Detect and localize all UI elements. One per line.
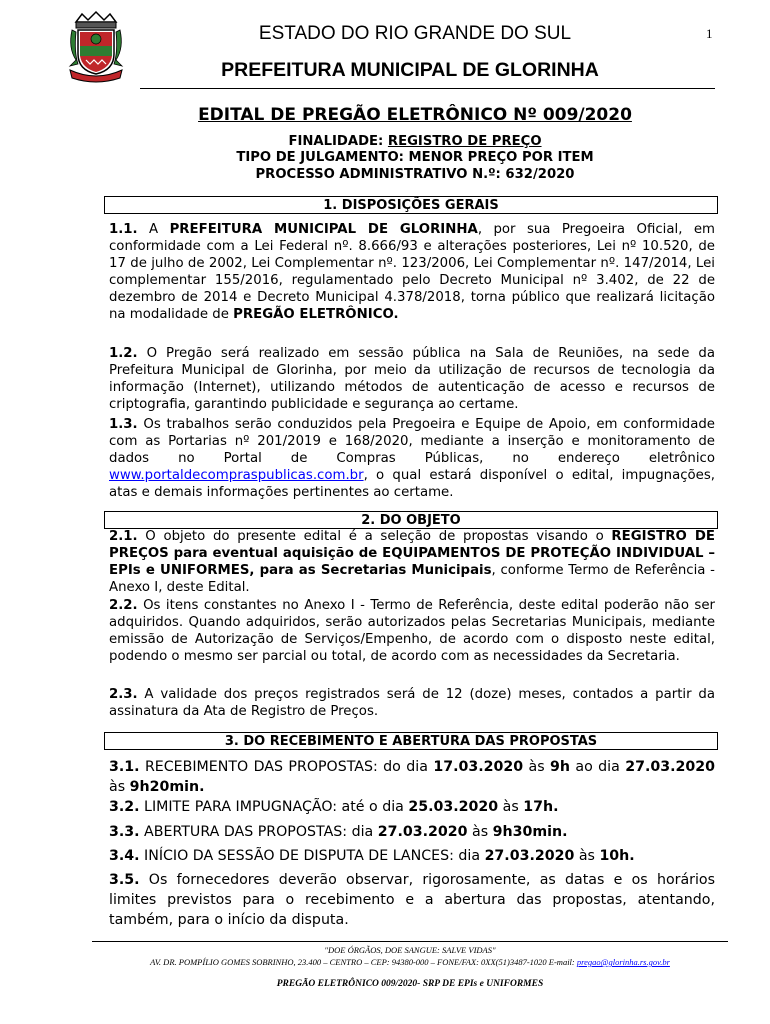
footer-email-link[interactable]: pregao@glorinha.rs.gov.br bbox=[576, 957, 670, 967]
header-divider bbox=[140, 88, 715, 89]
prefecture-name: PREFEITURA MUNICIPAL DE GLORINHA bbox=[221, 59, 599, 81]
state-name: ESTADO DO RIO GRANDE DO SUL bbox=[258, 23, 572, 44]
coat-of-arms-logo bbox=[66, 8, 126, 84]
page-number: 1 bbox=[706, 26, 713, 41]
portal-link[interactable]: www.portaldecompraspublicas.com.br bbox=[109, 468, 364, 484]
processo-administrativo: PROCESSO ADMINISTRATIVO N.º: 632/2020 bbox=[255, 167, 575, 182]
footer-address: AV. DR. POMPÍLIO GOMES SOBRINHO, 23.400 – CENTRO – CEP: 94380-000 – FONE/FAX: 0XX(51)3487-1020 E-mail: pregao@glorinha.rs.gov.br bbox=[150, 957, 670, 967]
paragraph-1-2: 1.2. O Pregão será realizado em sessão pública na Sala de Reuniões, na sede da Prefeitura Municipal de Glorinha, por meio da utilização de recursos de tecnologia da informação (Internet), utilizando métodos de autenticação de acesso e recursos de criptografia, garantindo publicidade e segurança ao certame. bbox=[109, 346, 715, 413]
paragraph-3-4: 3.4. INÍCIO DA SESSÃO DE DISPUTA DE LANCES: dia 27.03.2020 às 10h. bbox=[109, 848, 635, 864]
paragraph-2-1: 2.1. O objeto do presente edital é a seleção de propostas visando o REGISTRO DE PREÇOS para eventual aquisição de EQUIPAMENTOS DE PROTEÇÃO INDIVIDUAL – EPIs e UNIFORMES, para as Secretarias Municipais, conforme Termo de Referência - Anexo I, deste Edital. bbox=[109, 529, 716, 596]
section-header-2: 2. DO OBJETO bbox=[104, 511, 718, 529]
finalidade-value: REGISTRO DE PREÇO bbox=[387, 134, 542, 149]
footer-document-id: PREGÃO ELETRÔNICO 009/2020- SRP DE EPIs e UNIFORMES bbox=[276, 979, 544, 989]
paragraph-2-3: 2.3. A validade dos preços registrados será de 12 (doze) meses, contados a partir da assinatura da Ata de Registro de Preços. bbox=[109, 687, 715, 720]
document-title: EDITAL DE PREGÃO ELETRÔNICO Nº 009/2020 bbox=[198, 105, 632, 125]
tipo-julgamento: TIPO DE JULGAMENTO: MENOR PREÇO POR ITEM bbox=[236, 150, 594, 165]
paragraph-1-1: 1.1. A PREFEITURA MUNICIPAL DE GLORINHA, por sua Pregoeira Oficial, em conformidade com a Lei Federal nº. 8.666/93 e alterações posteriores, Lei nº 10.520, de 17 de julho de 2002, Lei Complementar nº. 123/2006, Lei Complementar nº. 147/2014, Lei complementar 155/2016, regulamentado pelo Decreto Municipal nº 3.402, de 22 de dezembro de 2014 e Decreto Municipal 4.378/2018, torna público que realizará licitação na modalidade de PREGÃO ELETRÔNICO. bbox=[109, 222, 715, 323]
paragraph-3-1: 3.1. RECEBIMENTO DAS PROPOSTAS: do dia 17.03.2020 às 9h ao dia 27.03.2020 às 9h20min. bbox=[109, 759, 715, 795]
paragraph-2-2: 2.2. Os itens constantes no Anexo I - Termo de Referência, deste edital poderão não ser adquiridos. Quando adquiridos, serão autorizados pelas Secretarias Municipais, mediante emissão de Autorização de Serviços/Empenho, de acordo com o disposto neste edital, podendo o mesmo ser parcial ou total, de acordo com as necessidades da Secretaria. bbox=[109, 598, 715, 665]
paragraph-3-2: 3.2. LIMITE PARA IMPUGNAÇÃO: até o dia 25.03.2020 às 17h. bbox=[109, 799, 559, 815]
footer-divider bbox=[92, 941, 728, 942]
section-header-1: 1. DISPOSIÇÕES GERAIS bbox=[104, 196, 718, 214]
paragraph-3-5: 3.5. Os fornecedores deverão observar, rigorosamente, as datas e os horários limites previstos para o recebimento e a abertura das propostas, atentando, também, para o início da disputa. bbox=[109, 872, 715, 928]
paragraph-1-3: 1.3. Os trabalhos serão conduzidos pela Pregoeira e Equipe de Apoio, em conformidade com as Portarias nº 201/2019 e 168/2020, mediante a inserção e monitoramento de dados no Portal de Compras Públicas, no endereço eletrônico www.portaldecompraspublicas.com.br, o qual estará disponível o edital, impugnações, atas e demais informações pertinentes ao certame. bbox=[109, 417, 715, 501]
finalidade-line bbox=[110, 134, 720, 149]
paragraph-3-3: 3.3. ABERTURA DAS PROPOSTAS: dia 27.03.2020 às 9h30min. bbox=[109, 824, 568, 840]
section-header-3: 3. DO RECEBIMENTO E ABERTURA DAS PROPOSTAS bbox=[104, 732, 718, 750]
footer-motto: "DOE ÓRGÃOS, DOE SANGUE: SALVE VIDAS" bbox=[324, 945, 496, 955]
finalidade-label: FINALIDADE: bbox=[288, 134, 388, 149]
